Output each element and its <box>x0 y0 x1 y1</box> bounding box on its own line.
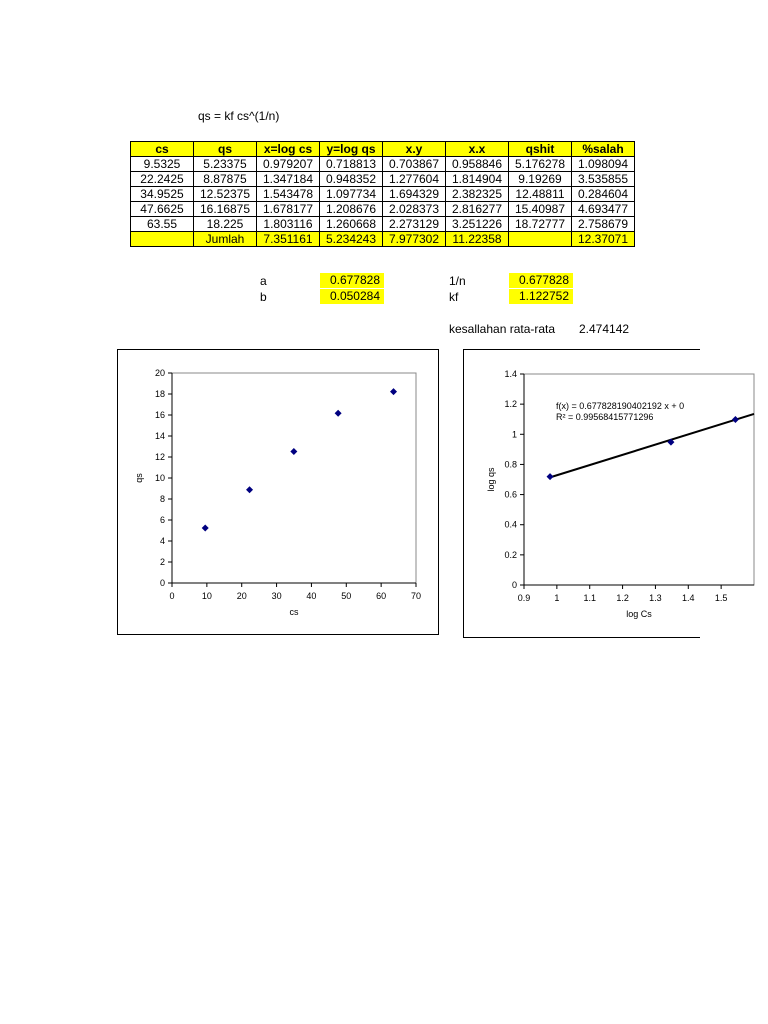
y-axis-label: log qs <box>486 467 496 492</box>
header-cell: qshit <box>509 142 572 157</box>
y-tick-label: 6 <box>159 515 165 525</box>
table-cell: 11.22358 <box>446 232 509 247</box>
header-cell: cs <box>131 142 194 157</box>
chart-cs-qs-svg <box>118 350 438 634</box>
error-value: 2.474142 <box>579 322 630 336</box>
table-sum-row <box>131 232 635 247</box>
x-tick-label: 10 <box>201 591 212 601</box>
table-cell: 5.176278 <box>509 157 572 172</box>
x-axis-label: log Cs <box>626 609 652 619</box>
b-label: b <box>260 290 267 304</box>
kf-label: kf <box>449 290 459 304</box>
table-cell: 2.382325 <box>446 187 509 202</box>
table-cell: 1.098094 <box>572 157 635 172</box>
table-row <box>131 172 635 187</box>
y-tick-label: 18 <box>154 389 165 399</box>
table-cell: 15.40987 <box>509 202 572 217</box>
table-cell: 18.72777 <box>509 217 572 232</box>
table-cell <box>509 232 572 247</box>
error-label: kesallahan rata-rata <box>449 322 556 336</box>
table-cell: 9.19269 <box>509 172 572 187</box>
table-cell: 1.814904 <box>446 172 509 187</box>
chart-log-svg <box>464 350 728 637</box>
y-tick-label: 0 <box>511 580 517 590</box>
table-cell: 0.703867 <box>383 157 446 172</box>
y-tick-label: 0.2 <box>504 549 517 560</box>
table-cell: 0.284604 <box>572 187 635 202</box>
table-row <box>131 187 635 202</box>
table-cell: 1.543478 <box>257 187 320 202</box>
table-cell: 1.208676 <box>320 202 383 217</box>
x-tick-label: 0 <box>169 591 175 601</box>
x-tick-label: 30 <box>271 591 282 601</box>
r-squared-label: R² = 0.99568415771296 <box>556 412 654 422</box>
table-cell: 1.347184 <box>257 172 320 187</box>
a-value: 0.677828 <box>320 273 384 288</box>
table-cell: 63.55 <box>131 217 194 232</box>
x-tick-label: 1.1 <box>583 593 596 603</box>
table-cell: 4.693477 <box>572 202 635 217</box>
table-cell: 1.694329 <box>383 187 446 202</box>
header-cell: %salah <box>572 142 635 157</box>
y-tick-label: 2 <box>159 557 165 567</box>
y-tick-label: 12 <box>154 452 165 462</box>
table-cell: 0.958846 <box>446 157 509 172</box>
header-cell: x.x <box>446 142 509 157</box>
x-tick-label: 50 <box>341 591 352 601</box>
table-cell: 0.979207 <box>257 157 320 172</box>
table-cell: 3.251226 <box>446 217 509 232</box>
table-row <box>131 157 635 172</box>
table-cell: 34.9525 <box>131 187 194 202</box>
n-label: 1/n <box>449 274 466 288</box>
y-tick-label: 1.2 <box>504 399 517 410</box>
table-cell: 12.48811 <box>509 187 572 202</box>
table-header-row <box>131 142 635 157</box>
a-label: a <box>260 274 267 288</box>
x-axis-label: cs <box>289 607 299 617</box>
table-cell: 7.977302 <box>383 232 446 247</box>
data-table <box>130 141 635 247</box>
table-cell: 12.52375 <box>194 187 257 202</box>
x-tick-label: 1.5 <box>714 593 728 603</box>
header-cell: x=log cs <box>257 142 320 157</box>
x-tick-label: 1.3 <box>649 593 662 603</box>
x-tick-label: 60 <box>376 591 387 601</box>
x-tick-label: 70 <box>410 591 422 601</box>
table-cell: 16.16875 <box>194 202 257 217</box>
table-cell: 47.6625 <box>131 202 194 217</box>
table-cell: 1.803116 <box>257 217 320 232</box>
plot-area <box>172 373 416 583</box>
table-cell: 2.816277 <box>446 202 509 217</box>
table-cell: 9.5325 <box>131 157 194 172</box>
trendline-equation: f(x) = 0.677828190402192 x + 0 <box>556 401 685 411</box>
table-cell: 22.2425 <box>131 172 194 187</box>
table-cell: 1.097734 <box>320 187 383 202</box>
x-tick-label: 20 <box>236 591 247 601</box>
table-cell: 8.87875 <box>194 172 257 187</box>
y-tick-label: 8 <box>159 494 165 504</box>
table-cell: 0.948352 <box>320 172 383 187</box>
header-cell: x.y <box>383 142 446 157</box>
x-tick-label: 40 <box>306 591 317 601</box>
y-tick-label: 20 <box>154 368 165 378</box>
table-cell: 12.37071 <box>572 232 635 247</box>
table-cell: 2.028373 <box>383 202 446 217</box>
y-tick-label: 14 <box>154 431 165 441</box>
table-cell: 5.234243 <box>320 232 383 247</box>
table-cell: 1.260668 <box>320 217 383 232</box>
table-row <box>131 217 635 232</box>
y-tick-label: 10 <box>154 473 165 483</box>
kf-value: 1.122752 <box>509 289 573 304</box>
table-cell: 1.277604 <box>383 172 446 187</box>
table-cell: 18.225 <box>194 217 257 232</box>
table-cell: 3.535855 <box>572 172 635 187</box>
table-cell: 5.23375 <box>194 157 257 172</box>
formula-text: qs = kf cs^(1/n) <box>198 109 280 123</box>
table-row <box>131 202 635 217</box>
y-tick-label: 1.4 <box>504 369 517 379</box>
y-tick-label: 0.6 <box>504 489 517 500</box>
chart-log <box>463 349 728 638</box>
table-cell <box>131 232 194 247</box>
x-tick-label: 0.9 <box>517 593 531 603</box>
table-cell: 2.273129 <box>383 217 446 232</box>
x-tick-label: 1.2 <box>616 593 629 603</box>
y-tick-label: 0.4 <box>504 519 517 530</box>
table-cell: 0.718813 <box>320 157 383 172</box>
table-cell: 7.351161 <box>257 232 320 247</box>
x-tick-label: 1.4 <box>682 593 695 603</box>
y-tick-label: 0.8 <box>504 459 517 470</box>
header-cell: y=log qs <box>320 142 383 157</box>
n-value: 0.677828 <box>509 273 573 288</box>
y-tick-label: 4 <box>159 536 165 546</box>
header-cell: qs <box>194 142 257 157</box>
y-tick-label: 16 <box>154 410 165 420</box>
x-tick-label: 1 <box>554 593 560 603</box>
y-axis-label: qs <box>134 473 144 483</box>
y-tick-label: 1 <box>511 429 517 440</box>
chart-cs-qs <box>117 349 439 635</box>
table-cell: 1.678177 <box>257 202 320 217</box>
table-cell: Jumlah <box>194 232 257 247</box>
y-tick-label: 0 <box>159 578 165 588</box>
table-cell: 2.758679 <box>572 217 635 232</box>
b-value: 0.050284 <box>320 289 384 304</box>
